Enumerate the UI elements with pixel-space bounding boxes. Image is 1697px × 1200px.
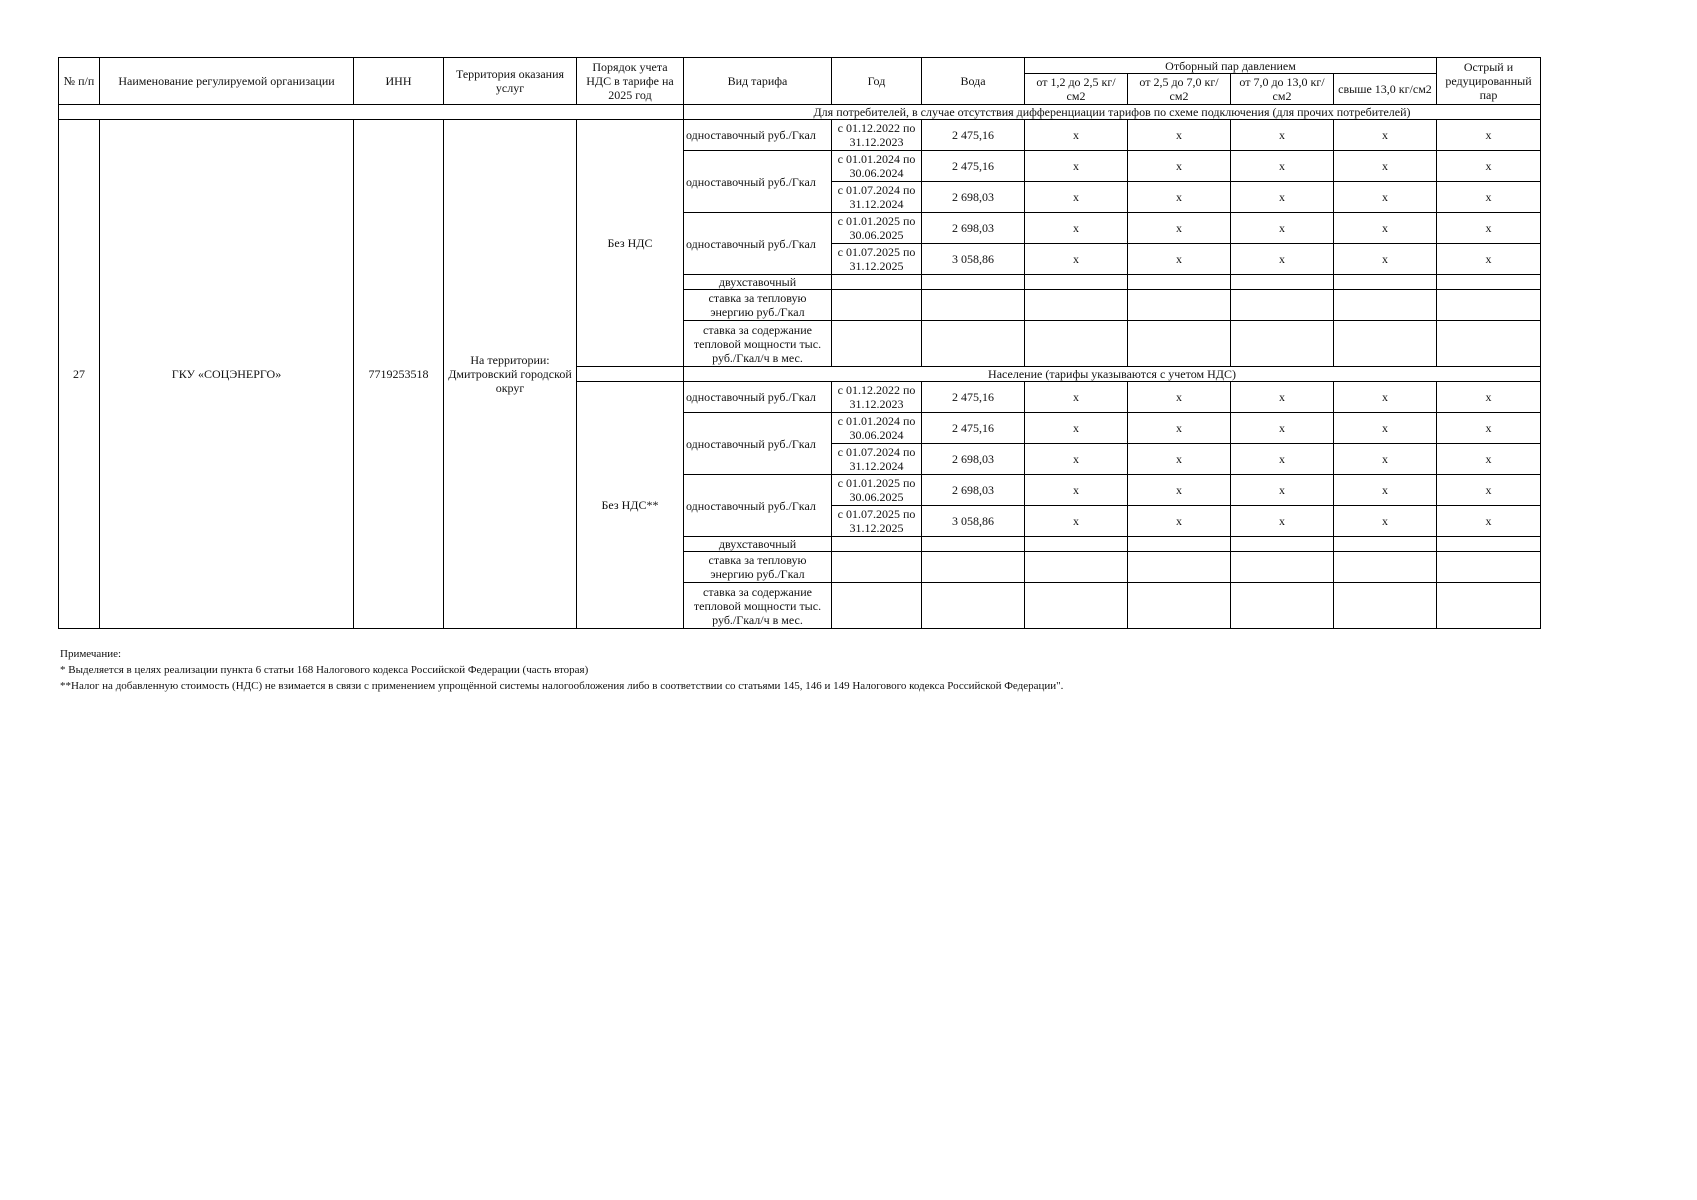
header-num: № п/п	[59, 58, 100, 105]
cross-mark: x	[1025, 413, 1128, 444]
header-territory: Территория оказания услуг	[444, 58, 577, 105]
water-value: 2 698,03	[922, 213, 1025, 244]
empty-cell	[1025, 321, 1128, 367]
cross-mark: x	[1334, 244, 1437, 275]
cross-mark: x	[1334, 413, 1437, 444]
empty-cell	[1334, 537, 1437, 552]
period-year: с 01.01.2024 по 30.06.2024	[832, 151, 922, 182]
cross-mark: x	[1025, 444, 1128, 475]
header-steam-1: от 1,2 до 2,5 кг/см2	[1025, 74, 1128, 105]
empty-cell	[1231, 552, 1334, 583]
empty-cell	[1437, 552, 1541, 583]
period-year: с 01.01.2025 по 30.06.2025	[832, 475, 922, 506]
empty-cell	[1437, 275, 1541, 290]
cross-mark: x	[1231, 444, 1334, 475]
period-year: с 01.12.2022 по 31.12.2023	[832, 382, 922, 413]
header-vat-order: Порядок учета НДС в тарифе на 2025 год	[577, 58, 684, 105]
cross-mark: x	[1025, 120, 1128, 151]
cross-mark: x	[1334, 213, 1437, 244]
period-year: с 01.07.2025 по 31.12.2025	[832, 244, 922, 275]
cross-mark: x	[1231, 182, 1334, 213]
cross-mark: x	[1437, 413, 1541, 444]
cross-mark: x	[1231, 506, 1334, 537]
cross-mark: x	[1334, 120, 1437, 151]
org-inn: 7719253518	[354, 120, 444, 629]
cross-mark: x	[1128, 444, 1231, 475]
water-value: 2 698,03	[922, 444, 1025, 475]
header-steam-2: от 2,5 до 7,0 кг/см2	[1128, 74, 1231, 105]
cross-mark: x	[1128, 213, 1231, 244]
cross-mark: x	[1437, 213, 1541, 244]
tariff-type: одноставочный руб./Гкал	[684, 213, 832, 275]
empty-cell	[1025, 583, 1128, 629]
cross-mark: x	[1128, 120, 1231, 151]
cross-mark: x	[1128, 244, 1231, 275]
empty-cell	[922, 537, 1025, 552]
empty-cell	[832, 537, 922, 552]
empty-cell	[1128, 552, 1231, 583]
period-year: с 01.01.2025 по 30.06.2025	[832, 213, 922, 244]
cross-mark: x	[1437, 182, 1541, 213]
empty-cell	[1128, 321, 1231, 367]
empty-cell	[1025, 275, 1128, 290]
header-steam-group: Отборный пар давлением	[1025, 58, 1437, 74]
cross-mark: x	[1128, 413, 1231, 444]
period-year: с 01.01.2024 по 30.06.2024	[832, 413, 922, 444]
header-steam-4: свыше 13,0 кг/см2	[1334, 74, 1437, 105]
water-value: 2 475,16	[922, 413, 1025, 444]
table-row	[59, 105, 1541, 120]
empty-cell	[59, 105, 684, 120]
empty-cell	[922, 275, 1025, 290]
cross-mark: x	[1231, 244, 1334, 275]
note-line-2: **Налог на добавленную стоимость (НДС) не взимается в связи с применением упрощённой системы налогообложения либо в соответствии со статьями 145, 146 и 149 Налогового кодекса Российской Федерации".	[60, 680, 1064, 692]
cross-mark: x	[1025, 151, 1128, 182]
cross-mark: x	[1334, 444, 1437, 475]
empty-cell	[1437, 290, 1541, 321]
cross-mark: x	[1025, 475, 1128, 506]
table-row	[59, 120, 1541, 151]
empty-cell	[922, 290, 1025, 321]
rate-energy: ставка за тепловую энергию руб./Гкал	[684, 290, 832, 321]
section-title: Для потребителей, в случае отсутствия дифференциации тарифов по схеме подключения (для прочих потребителей)	[684, 105, 1541, 120]
empty-cell	[1334, 290, 1437, 321]
header-year: Год	[832, 58, 922, 105]
rate-capacity: ставка за содержание тепловой мощности тыс. руб./Гкал/ч в мес.	[684, 321, 832, 367]
note-line-1: * Выделяется в целях реализации пункта 6 статьи 168 Налогового кодекса Российской Федерации (часть вторая)	[60, 664, 589, 676]
header-water: Вода	[922, 58, 1025, 105]
empty-cell	[1025, 537, 1128, 552]
cross-mark: x	[1231, 475, 1334, 506]
empty-cell	[1334, 552, 1437, 583]
empty-cell	[577, 367, 684, 382]
cross-mark: x	[1231, 382, 1334, 413]
empty-cell	[832, 321, 922, 367]
cross-mark: x	[1128, 382, 1231, 413]
empty-cell	[1128, 290, 1231, 321]
empty-cell	[1128, 275, 1231, 290]
header-sharp-steam: Острый и редуцированный пар	[1437, 58, 1541, 105]
tariff-type: одноставочный руб./Гкал	[684, 382, 832, 413]
empty-cell	[1334, 275, 1437, 290]
cross-mark: x	[1025, 213, 1128, 244]
vat-order: Без НДС**	[577, 382, 684, 629]
cross-mark: x	[1231, 413, 1334, 444]
org-territory: На территории: Дмитровский городской округ	[444, 120, 577, 629]
empty-cell	[1128, 583, 1231, 629]
cross-mark: x	[1334, 151, 1437, 182]
notes-title: Примечание:	[60, 648, 122, 660]
period-year: с 01.07.2024 по 31.12.2024	[832, 444, 922, 475]
empty-cell	[1334, 321, 1437, 367]
empty-cell	[1128, 537, 1231, 552]
tariff-two-part: двухставочный	[684, 275, 832, 290]
period-year: с 01.07.2025 по 31.12.2025	[832, 506, 922, 537]
empty-cell	[1025, 552, 1128, 583]
cross-mark: x	[1025, 382, 1128, 413]
water-value: 3 058,86	[922, 506, 1025, 537]
rate-energy: ставка за тепловую энергию руб./Гкал	[684, 552, 832, 583]
empty-cell	[1437, 537, 1541, 552]
empty-cell	[1334, 583, 1437, 629]
cross-mark: x	[1437, 475, 1541, 506]
cross-mark: x	[1025, 244, 1128, 275]
header-steam-3: от 7,0 до 13,0 кг/см2	[1231, 74, 1334, 105]
tariff-type: одноставочный руб./Гкал	[684, 475, 832, 537]
tariff-table	[58, 57, 1541, 629]
header-org-name: Наименование регулируемой организации	[100, 58, 354, 105]
tariff-type: одноставочный руб./Гкал	[684, 151, 832, 213]
empty-cell	[1231, 321, 1334, 367]
water-value: 2 475,16	[922, 151, 1025, 182]
empty-cell	[922, 583, 1025, 629]
empty-cell	[1437, 583, 1541, 629]
empty-cell	[1231, 583, 1334, 629]
empty-cell	[832, 290, 922, 321]
water-value: 2 698,03	[922, 475, 1025, 506]
water-value: 2 475,16	[922, 382, 1025, 413]
cross-mark: x	[1437, 151, 1541, 182]
tariff-type: одноставочный руб./Гкал	[684, 120, 832, 151]
cross-mark: x	[1437, 120, 1541, 151]
water-value: 2 698,03	[922, 182, 1025, 213]
empty-cell	[1231, 275, 1334, 290]
empty-cell	[1025, 290, 1128, 321]
cross-mark: x	[1437, 444, 1541, 475]
water-value: 2 475,16	[922, 120, 1025, 151]
cross-mark: x	[1025, 182, 1128, 213]
empty-cell	[832, 552, 922, 583]
org-num: 27	[59, 120, 100, 629]
cross-mark: x	[1231, 151, 1334, 182]
header-tariff-type: Вид тарифа	[684, 58, 832, 105]
cross-mark: x	[1128, 151, 1231, 182]
cross-mark: x	[1437, 244, 1541, 275]
cross-mark: x	[1334, 506, 1437, 537]
empty-cell	[1437, 321, 1541, 367]
cross-mark: x	[1231, 213, 1334, 244]
water-value: 3 058,86	[922, 244, 1025, 275]
cross-mark: x	[1334, 475, 1437, 506]
cross-mark: x	[1025, 506, 1128, 537]
period-year: с 01.07.2024 по 31.12.2024	[832, 182, 922, 213]
cross-mark: x	[1334, 382, 1437, 413]
rate-capacity: ставка за содержание тепловой мощности тыс. руб./Гкал/ч в мес.	[684, 583, 832, 629]
cross-mark: x	[1128, 182, 1231, 213]
cross-mark: x	[1437, 382, 1541, 413]
empty-cell	[1231, 290, 1334, 321]
tariff-type: одноставочный руб./Гкал	[684, 413, 832, 475]
cross-mark: x	[1437, 506, 1541, 537]
cross-mark: x	[1231, 120, 1334, 151]
cross-mark: x	[1334, 182, 1437, 213]
header-inn: ИНН	[354, 58, 444, 105]
empty-cell	[1231, 537, 1334, 552]
period-year: с 01.12.2022 по 31.12.2023	[832, 120, 922, 151]
tariff-two-part: двухставочный	[684, 537, 832, 552]
cross-mark: x	[1128, 506, 1231, 537]
empty-cell	[832, 275, 922, 290]
empty-cell	[922, 552, 1025, 583]
vat-order: Без НДС	[577, 120, 684, 367]
empty-cell	[922, 321, 1025, 367]
cross-mark: x	[1128, 475, 1231, 506]
section-title: Население (тарифы указываются с учетом НДС)	[684, 367, 1541, 382]
notes	[60, 646, 1063, 694]
empty-cell	[832, 583, 922, 629]
org-name: ГКУ «СОЦЭНЕРГО»	[100, 120, 354, 629]
